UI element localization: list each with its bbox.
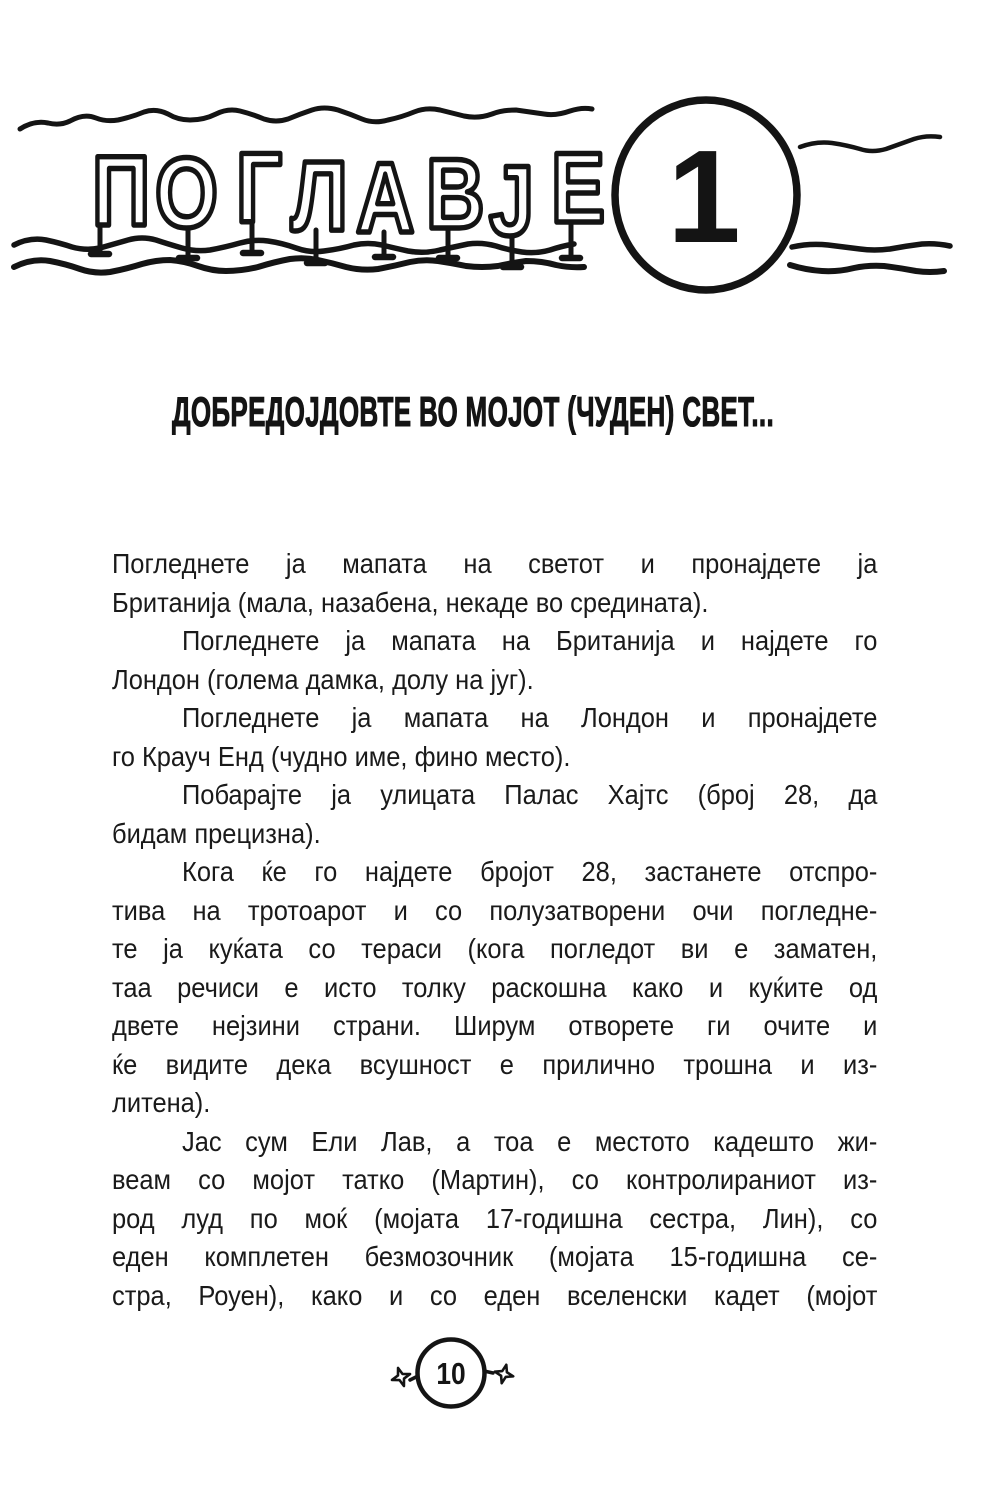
- chapter-letter: А: [356, 143, 415, 254]
- text-line: Лондон (голема дамка, долу на југ).: [112, 663, 534, 695]
- text-line: еден комплетен безмозочник (мојата 15-годишна се-: [112, 1241, 878, 1272]
- text-line: веам со мојот татко (Мартин), со контролираниот из-: [112, 1164, 878, 1195]
- chapter-letter: П: [92, 136, 151, 247]
- text-line: Погледнете ја мапата на Лондон и пронајдете: [181, 702, 878, 733]
- chapter-letter: В: [426, 139, 485, 250]
- chapter-letter: Г: [236, 133, 282, 244]
- text-line: литена).: [112, 1087, 211, 1118]
- paragraph-3: [112, 699, 877, 776]
- page-number: 10: [436, 1357, 466, 1392]
- text-line: род луд по моќ (мојата 17-годишна сестра, Лин), со: [112, 1202, 878, 1234]
- page-number-badge: [373, 1332, 533, 1417]
- star-icon: [389, 1365, 413, 1389]
- text-line: го Крауч Енд (чудно име, фино место).: [112, 740, 571, 772]
- text-line: ќе видите дека всушност е прилично трошна и из-: [112, 1048, 878, 1080]
- text-line: стра, Роуен), како и со еден вселенски кадет (мојот: [112, 1279, 878, 1311]
- text-line: бидам прецизна).: [112, 817, 321, 849]
- chapter-title: ДОБРЕДОЈДОВТЕ ВО МОЈОТ (ЧУДЕН) СВЕТ...: [171, 388, 775, 435]
- paragraph-4: [112, 776, 877, 853]
- chapter-letter: Л: [291, 141, 348, 252]
- chapter-letter: Е: [551, 133, 605, 244]
- text-line: Погледнете ја мапата на Британија и најдете го: [181, 625, 878, 656]
- paragraph-1: [112, 545, 877, 622]
- text-line: те ја куќата со тераси (кога погледот ви е заматен,: [112, 933, 878, 964]
- text-line: Јас сум Ели Лав, а тоа е местото кадешто жи-: [181, 1125, 878, 1157]
- text-line: двете нејзини страни. Ширум отворете ги очите и: [112, 1010, 878, 1041]
- paragraph-2: [112, 622, 877, 699]
- chapter-header-art: [0, 95, 982, 307]
- chapter-letter: Ј: [489, 146, 535, 257]
- text-line: Побарајте ја улицата Палас Хајтс (број 28, да: [181, 779, 878, 810]
- chapter-number: 1: [667, 123, 741, 270]
- text-line: Британија (мала, назабена, некаде во средината).: [112, 586, 709, 618]
- chapter-word: [92, 133, 605, 257]
- paragraph-5: [112, 853, 877, 1123]
- text-line: таа речиси е исто толку раскошна како и куќите од: [112, 971, 878, 1003]
- text-line: Кога ќе го најдете бројот 28, застанете отспро-: [181, 856, 878, 887]
- text-line: тива на тротоарот и со полузатворени очи погледне-: [112, 894, 878, 926]
- body-text: [112, 545, 877, 1315]
- paragraph-6: [112, 1123, 877, 1316]
- text-line: Погледнете ја мапата на светот и пронајдете ја: [112, 548, 878, 579]
- chapter-letter: О: [155, 138, 218, 249]
- star-icon: [492, 1362, 515, 1385]
